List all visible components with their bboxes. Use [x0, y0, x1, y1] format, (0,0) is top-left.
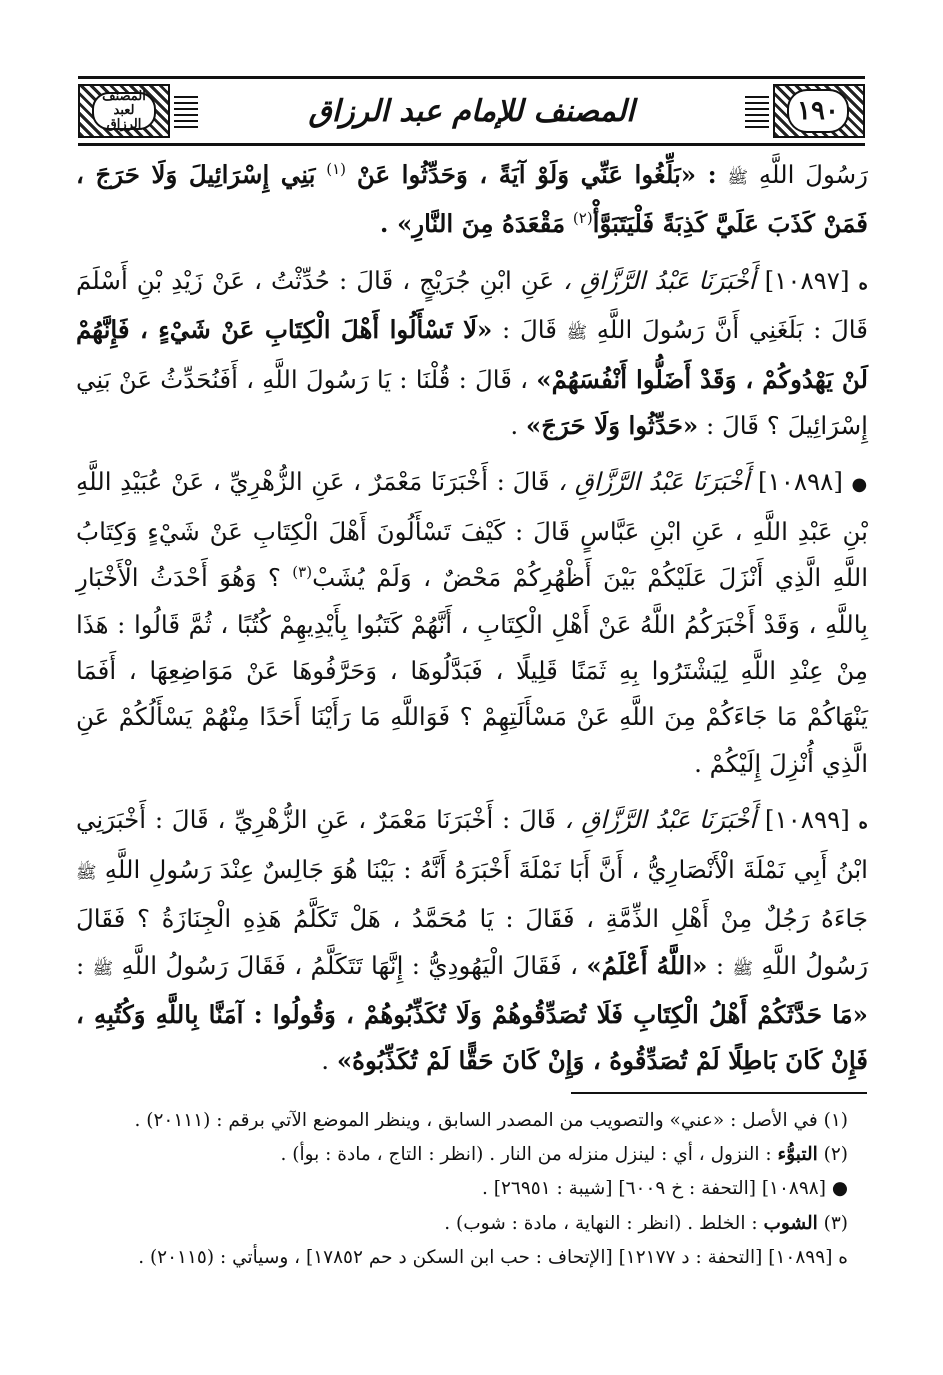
footnote-term: الشوب: [763, 1212, 818, 1234]
hadith-text: «لَا تَسْأَلُوا أَهْلَ الْكِتَابِ عَنْ شَيْءٍ ، فَإِنَّهُمْ لَنْ يَهْدُوكُمْ ، وَقَدْ أَضَلُّوا أَنْفُسَهُمْ»: [76, 315, 868, 394]
footnote-1: [76, 1104, 848, 1138]
footnote-ref[interactable]: (٢): [572, 209, 593, 228]
header-chain-ornament-left: [174, 94, 198, 128]
footnote-label: (٢): [823, 1144, 848, 1166]
hadith-text: «مَا حَدَّثَكُمْ أَهْلُ الْكِتَابِ فَلَا تُصَدِّقُوهُمْ وَلَا تُكَذِّبُوهُمْ ، وَقُولُوا : آمَنَّا بِاللَّهِ وَكُتُبِهِ ، فَإِنْ كَانَ بَاطِلًا لَمْ تُصَدِّقُوهُ ، وَإِنْ كَانَ حَقًّا لَمْ تُكَذِّبُوهُ»: [76, 999, 868, 1076]
footnote-text: [١٠٨٩٨] [التحفة : خ ٦٠٠٩] [شيبة : ٢٦٩٥١] .: [482, 1178, 826, 1200]
header-bottom-rule: [78, 143, 865, 146]
text-run: رَسُولَ اللَّهِ: [758, 160, 868, 189]
footnote-2: [76, 1138, 848, 1172]
footnote-text: : الخلط . (انظر : النهاية ، مادة : شوب) .: [444, 1212, 758, 1234]
footnote-text: : النزول ، أي : لينزل منزله من النار . (انظر : التاج ، مادة : بوأ) .: [280, 1144, 772, 1166]
hadith-number: [١٠٨٩٧]: [764, 265, 850, 295]
salawat-glyph: ﷺ: [566, 323, 588, 344]
footnote-term: التبوُّء: [777, 1144, 818, 1166]
hadith-entry-10898: [76, 459, 868, 787]
entry-marker-icon: ه: [858, 812, 868, 834]
salawat-glyph: ﷺ: [76, 862, 97, 883]
text-run: عَنِ ابْنِ جُرَيْجٍ ، قَالَ : حُدِّثْتُ ، عَنْ زَيْدِ بْنِ أَسْلَمَ قَالَ : بَلَغَنِي أَنَّ رَسُولَ اللَّهِ: [76, 265, 868, 345]
entry-marker-icon: ●: [851, 474, 868, 496]
hadith-text: بَنِي إِسْرَائِيلَ وَلَا حَرَجَ ، فَمَنْ كَذَبَ عَلَيَّ كَذِبَةً فَلْيَتَبَوَّأْ: [76, 160, 868, 239]
main-text: [76, 152, 868, 1085]
header-top-rule: [78, 76, 865, 79]
hadith-entry-10897: [76, 258, 868, 450]
chain-opening: أَخْبَرَنَا عَبْدُ الرَّزَّاقِ ،: [558, 467, 750, 497]
footnote-takhrij-10898: [76, 1172, 848, 1206]
book-logo-medallion: المصنف لعبد الرزاق: [92, 92, 156, 130]
text-run: ، فَقَالَ الْيَهُودِيُّ : إِنَّهَا تَتَكَلَّمُ ، فَقَالَ رَسُولُ اللَّهِ: [121, 950, 579, 980]
footnote-ref[interactable]: (١): [326, 159, 347, 178]
text-run: :: [715, 950, 725, 980]
chain-opening: أَخْبَرَنَا عَبْدُ الرَّزَّاقِ ،: [564, 805, 757, 835]
running-title: المصنف للإمام عبد الرزاق: [308, 93, 635, 129]
hadith-number: [١٠٨٩٨]: [757, 467, 843, 497]
footnote-3: [76, 1207, 848, 1241]
footnote-label: (٣): [823, 1212, 848, 1234]
footnote-separator: [571, 1092, 867, 1094]
footnote-takhrij-10899: [76, 1241, 848, 1275]
hadith-number: [١٠٨٩٩]: [764, 805, 850, 835]
entry-marker-icon: ه: [858, 272, 868, 294]
salawat-glyph: ﷺ: [727, 168, 749, 188]
page-header: [78, 76, 865, 146]
text-run: جَاءَهُ رَجُلٌ مِنْ أَهْلِ الذِّمَّةِ ، فَقَالَ : يَا مُحَمَّدُ ، هَلْ تَكَلَّمُ هَذِهِ الْجِنَازَةُ ؟ فَقَالَ رَسُولُ اللَّهِ: [76, 904, 869, 980]
text-run: قَالَ : أَخْبَرَنَا مَعْمَرٌ ، عَنِ الزُّهْرِيِّ ، قَالَ : أَخْبَرَنِي ابْنُ أَبِي نَمْلَةَ الْأَنْصَارِيُّ ، أَنَّ أَبَا نَمْلَةَ أَخْبَرَهُ أَنَّهُ : بَيْنَا هُوَ جَالِسٌ عِنْدَ رَسُولِ اللَّهِ: [76, 805, 868, 884]
footnote-ref[interactable]: (٣): [292, 563, 313, 582]
salawat-glyph: ﷺ: [92, 958, 114, 979]
header-ornament-right: [773, 84, 865, 138]
hadith-text: «حَدِّثُوا وَلَا حَرَجَ»: [525, 411, 699, 441]
hadith-text: «اللَّهُ أَعْلَمُ»: [586, 950, 708, 980]
entry-marker-icon: ه: [838, 1246, 848, 1268]
text-run: :: [76, 950, 85, 980]
footnote-label: (١): [823, 1110, 848, 1131]
footnotes: [76, 1104, 848, 1275]
text-run: ، قَالَ : قُلْنَا : يَا رَسُولَ اللَّهِ ، أَفَنُحَدِّثُ عَنْ بَنِي إِسْرَائِيلَ ؟ قَالَ :: [76, 364, 868, 441]
hadith-text: : «بَلِّغُوا عَنِّي وَلَوْ آيَةً ، وَحَدِّثُوا عَنْ: [356, 160, 717, 189]
footnote-text: [١٠٨٩٩] [التحفة : د ١٢١٧٧] [الإتحاف : حب ابن السكن د حم ١٧٨٥٢] ، وسيأتي : (٢٠١١٥) .: [138, 1246, 833, 1268]
hadith-entry-10899: [76, 797, 868, 1084]
hadith-text: مَقْعَدَهُ مِنَ النَّارِ» .: [379, 209, 566, 239]
header-ornament-left: [78, 84, 170, 138]
text-run: قَالَ : أَخْبَرَنَا مَعْمَرٌ ، عَنِ الزُّهْرِيِّ ، عَنْ عُبَيْدِ اللَّهِ بْنِ عَبْدِ اللَّهِ ، عَنِ ابْنِ عَبَّاسٍ قَالَ : كَيْفَ تَسْأَلُونَ أَهْلَ الْكِتَابِ عَنْ شَيْءٍ وَكِتَابُ اللَّهِ الَّذِي أَنْزَلَ عَلَيْكُمْ بَيْنَ أَظْهُرِكُمْ مَحْضٌ ، وَلَمْ يُشَبْ: [76, 467, 869, 593]
hadith-continuation: [76, 152, 868, 248]
entry-marker-icon: ●: [831, 1178, 848, 1200]
footnote-text: في الأصل : «عني» والتصويب من المصدر السابق ، وينظر الموضع الآتي برقم : (٢٠١١١) .: [134, 1110, 818, 1131]
page-number: ١٩٠: [787, 89, 849, 133]
text-run: .: [321, 1046, 330, 1076]
salawat-glyph: ﷺ: [732, 958, 753, 979]
text-run: ؟ وَهُوَ أَحْدَثُ الْأَخْبَارِ بِاللَّهِ ، وَقَدْ أَخْبَرَكُمُ اللَّهُ عَنْ أَهْلِ الْكِتَابِ ، أَنَّهُمْ كَتَبُوا بِأَيْدِيهِمْ كُتُبًا ، ثُمَّ قَالُوا : هَذَا مِنْ عِنْدِ اللَّهِ لِيَشْتَرُوا بِهِ ثَمَنًا قَلِيلًا ، فَبَدَّلُوهَا ، وَحَرَّفُوهَا عَنْ مَوَاضِعِهَا ، أَفَمَا يَنْهَاكُمْ مَا جَاءَكُمْ مِنَ اللَّهِ عَنْ مَسْأَلَتِهِمْ ؟ فَوَاللَّهِ مَا رَأَيْنَا أَحَدًا مِنْهُمْ يَسْأَلُكُمْ عَنِ الَّذِي أُنْزِلَ إِلَيْكُمْ .: [76, 563, 868, 778]
text-run: قَالَ :: [502, 315, 557, 345]
text-run: .: [510, 411, 519, 441]
chain-opening: أَخْبَرَنَا عَبْدُ الرَّزَّاقِ ،: [563, 265, 756, 295]
